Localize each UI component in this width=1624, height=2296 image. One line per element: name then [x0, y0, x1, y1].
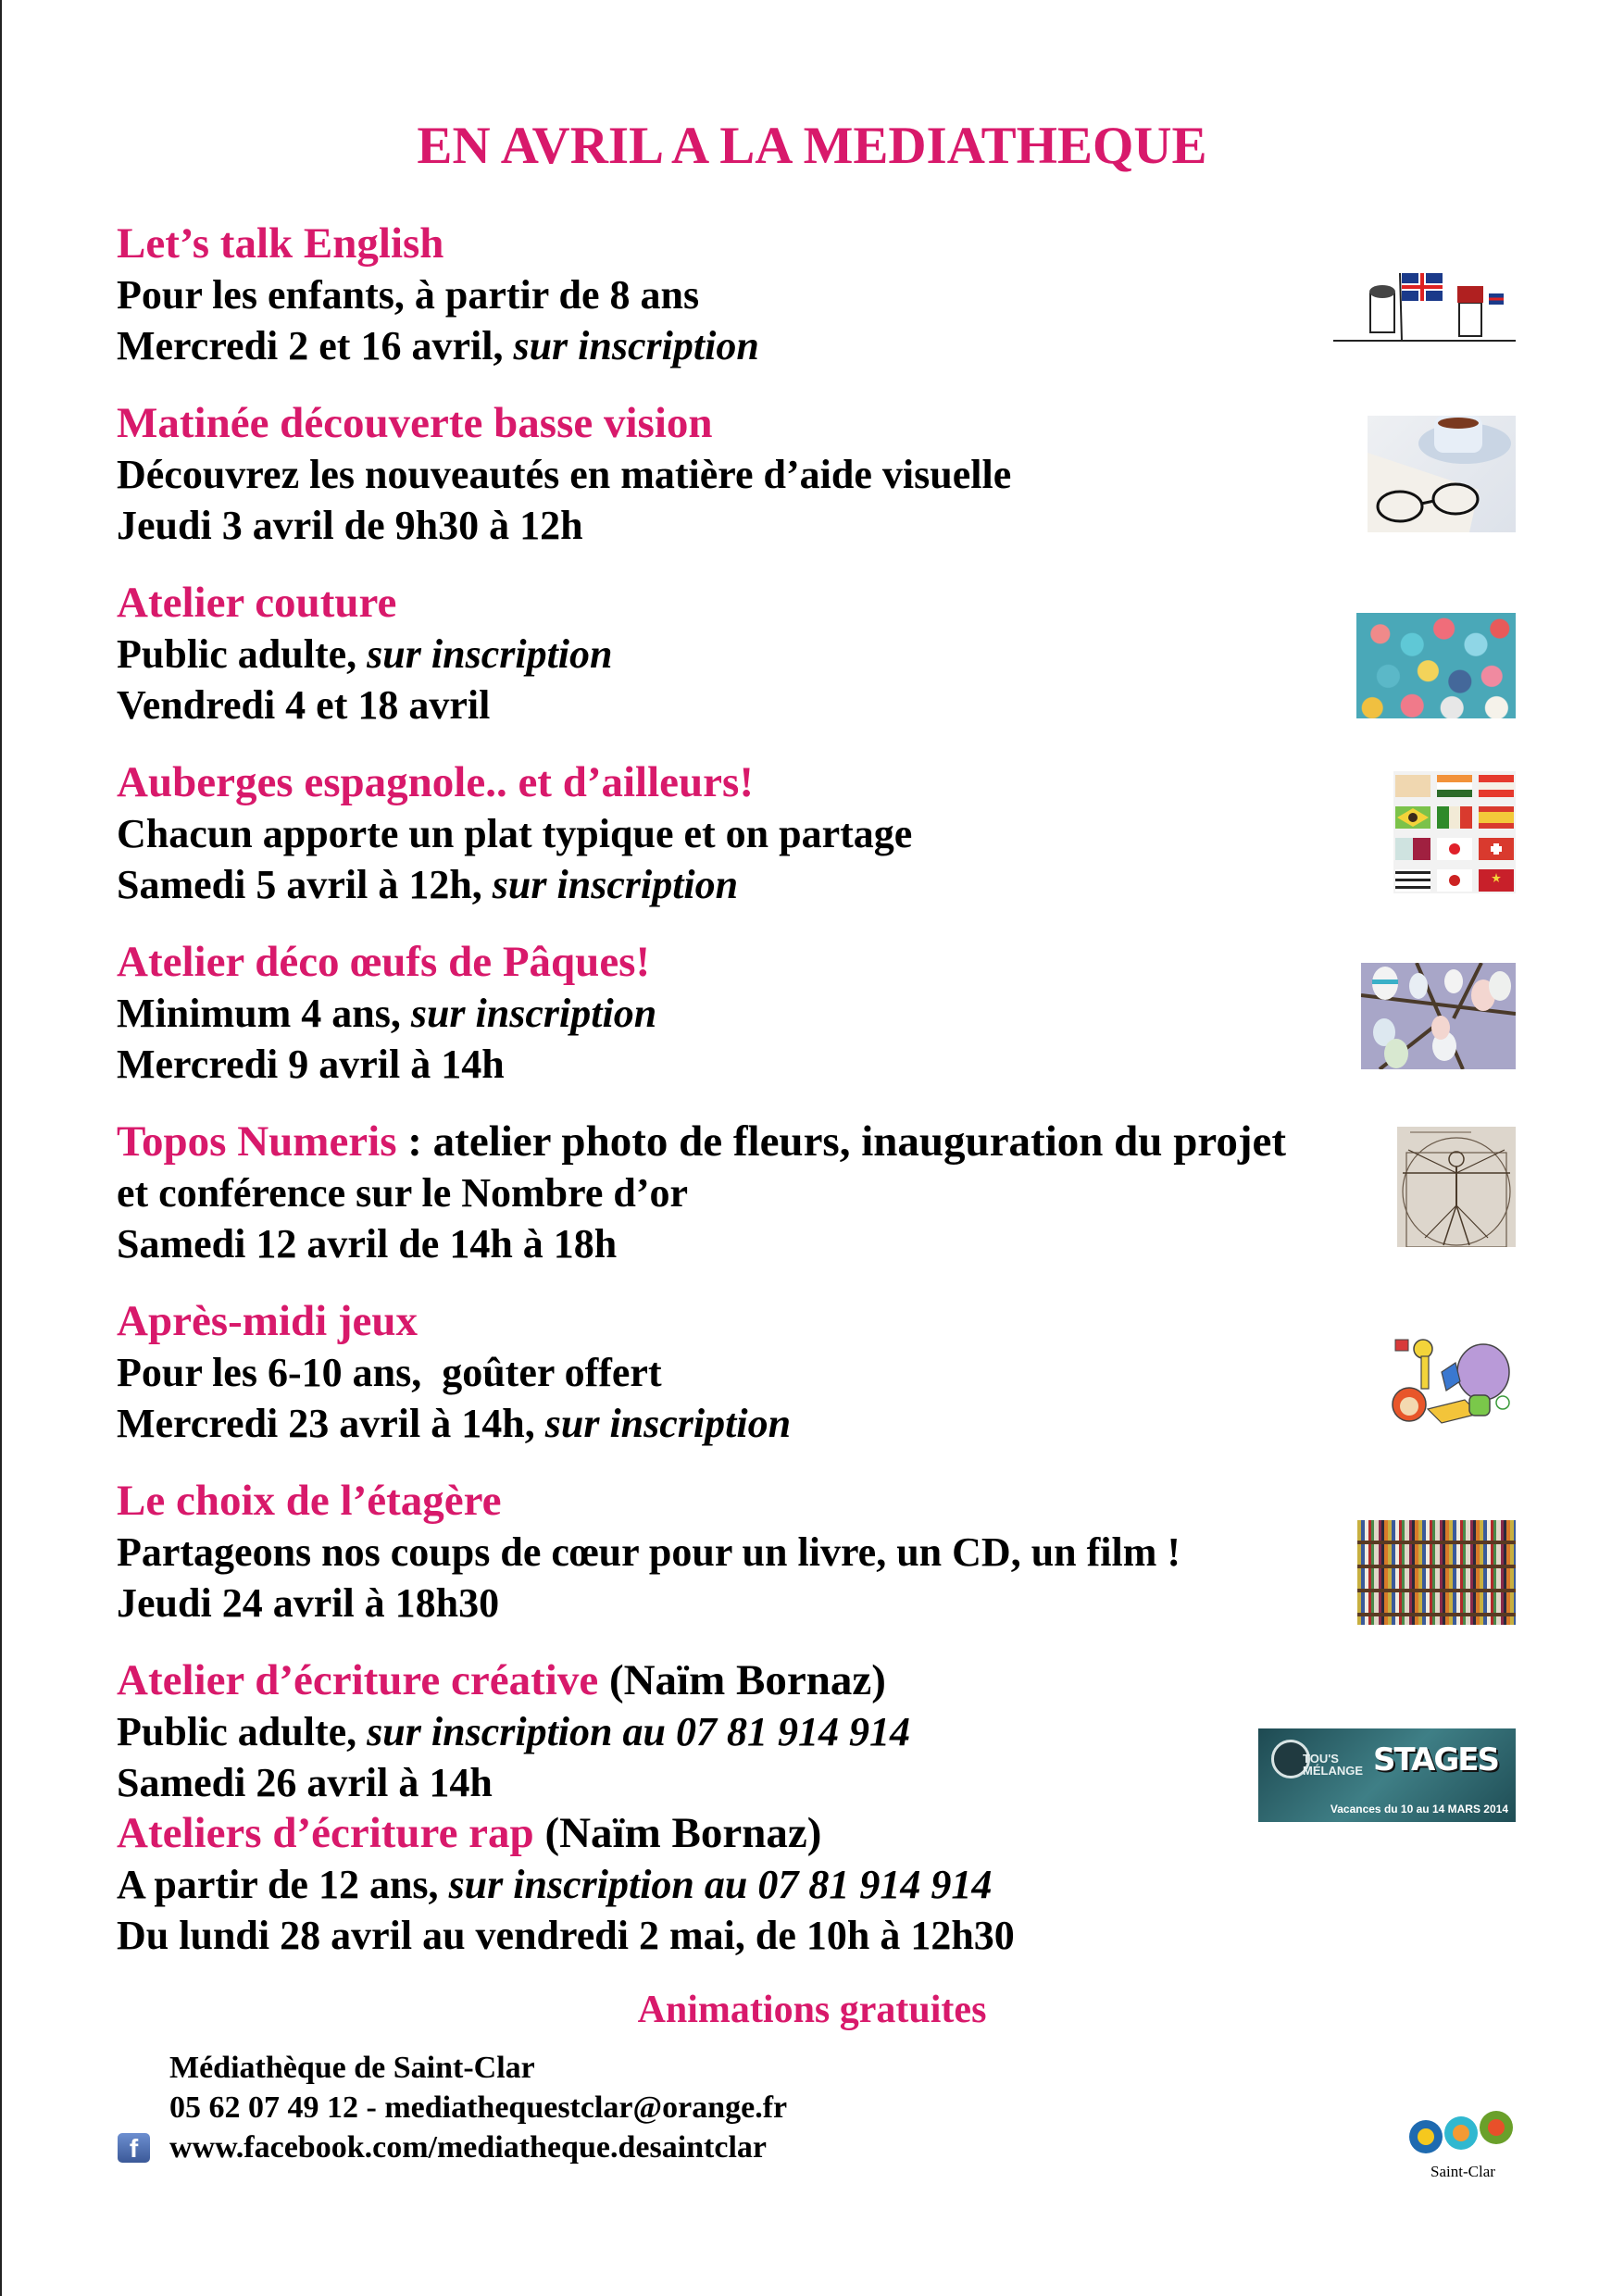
- bookshelf-image: [1357, 1520, 1516, 1625]
- event-line: Mercredi 9 avril à 14h: [117, 1042, 505, 1087]
- board-game-cartoon-image: [1386, 1330, 1516, 1432]
- event-line: Chacun apporte un plat typique et on partage: [117, 811, 913, 856]
- event-line: Du lundi 28 avril au vendredi 2 mai, de 10h à 12h30: [117, 1913, 1015, 1958]
- event-line: Jeudi 24 avril à 18h30: [117, 1580, 500, 1626]
- event-title: Atelier couture: [117, 579, 397, 627]
- event-lets-talk-english: [117, 218, 1348, 371]
- event-apres-midi-jeux: [117, 1296, 1348, 1449]
- banner-caption: Vacances du 10 au 14 MARS 2014: [1330, 1803, 1508, 1816]
- food-flags-image: [1393, 771, 1516, 893]
- event-title: Matinée découverte basse vision: [117, 399, 713, 447]
- event-line: Samedi 5 avril à 12h, sur inscription: [117, 862, 739, 907]
- event-ecriture-creative: [117, 1655, 1348, 1808]
- english-cartoon-image: [1330, 245, 1516, 347]
- event-atelier-couture: [117, 578, 1348, 730]
- event-line: Pour les 6-10 ans, goûter offert: [117, 1350, 662, 1395]
- logo-label: Saint-Clar: [1430, 2163, 1495, 2180]
- event-line: et conférence sur le Nombre d’or: [117, 1170, 689, 1216]
- event-title: Auberges espagnole.. et d’ailleurs!: [117, 758, 754, 806]
- event-title: Atelier d’écriture créative (Naïm Bornaz): [117, 1656, 886, 1704]
- library-name: Médiathèque de Saint-Clar: [169, 2051, 535, 2085]
- event-title: Le choix de l’étagère: [117, 1477, 502, 1525]
- event-oeufs-paques: [117, 937, 1348, 1090]
- event-title: Let’s talk English: [117, 219, 444, 268]
- sun-flowers-icon: [1398, 2102, 1528, 2163]
- event-line: Mercredi 2 et 16 avril, sur inscription: [117, 323, 759, 368]
- free-events-label: Animations gratuites: [637, 1989, 987, 2031]
- event-basse-vision: [117, 398, 1348, 551]
- event-topos-numeris: [117, 1117, 1348, 1269]
- banner-graffiti: STAGES: [1373, 1741, 1498, 1778]
- event-line: A partir de 12 ans, sur inscription au 07 81 914 914: [117, 1862, 993, 1907]
- tous-melange-banner-image: [1258, 1728, 1516, 1822]
- banner-left-text: TOU'S MÉLANGE: [1303, 1752, 1363, 1778]
- buttons-image: [1356, 613, 1516, 718]
- saint-clar-logo: [1398, 2102, 1528, 2185]
- event-line: Jeudi 3 avril de 9h30 à 12h: [117, 503, 583, 548]
- event-line: Découvrez les nouveautés en matière d’aide visuelle: [117, 452, 1012, 497]
- phone-email[interactable]: 05 62 07 49 12 - mediathequestclar@orange.fr: [169, 2090, 788, 2125]
- event-line: Pour les enfants, à partir de 8 ans: [117, 272, 700, 318]
- event-title: Atelier déco œufs de Pâques!: [117, 938, 651, 986]
- easter-eggs-image: [1361, 963, 1516, 1069]
- event-line: Vendredi 4 et 18 avril: [117, 682, 491, 728]
- vitruvian-man-image: [1397, 1127, 1516, 1247]
- glasses-tea-image: [1368, 416, 1516, 532]
- event-title: Ateliers d’écriture rap (Naïm Bornaz): [117, 1809, 822, 1857]
- event-line: Public adulte, sur inscription au 07 81 914 914: [117, 1709, 910, 1754]
- event-line: Minimum 4 ans, sur inscription: [117, 991, 657, 1036]
- event-ecriture-rap: [117, 1808, 1348, 1961]
- event-auberges-espagnole: [117, 757, 1348, 910]
- event-choix-etagere: [117, 1476, 1348, 1628]
- event-title: Topos Numeris : atelier photo de fleurs, inauguration du projet: [117, 1117, 1287, 1166]
- facebook-icon: f: [118, 2133, 150, 2163]
- event-line: Mercredi 23 avril à 14h, sur inscription: [117, 1401, 792, 1446]
- event-line: Partageons nos coups de cœur pour un livre, un CD, un film !: [117, 1529, 1181, 1575]
- page-title: EN AVRIL A LA MEDIATHEQUE: [417, 117, 1207, 175]
- event-line: Samedi 12 avril de 14h à 18h: [117, 1221, 618, 1267]
- event-line: Public adulte, sur inscription: [117, 631, 613, 677]
- contact-block: [169, 2048, 787, 2167]
- event-title: Après-midi jeux: [117, 1297, 418, 1345]
- facebook-url[interactable]: www.facebook.com/mediatheque.desaintclar: [169, 2130, 768, 2165]
- page-border: [0, 0, 2, 2296]
- event-line: Samedi 26 avril à 14h: [117, 1760, 493, 1805]
